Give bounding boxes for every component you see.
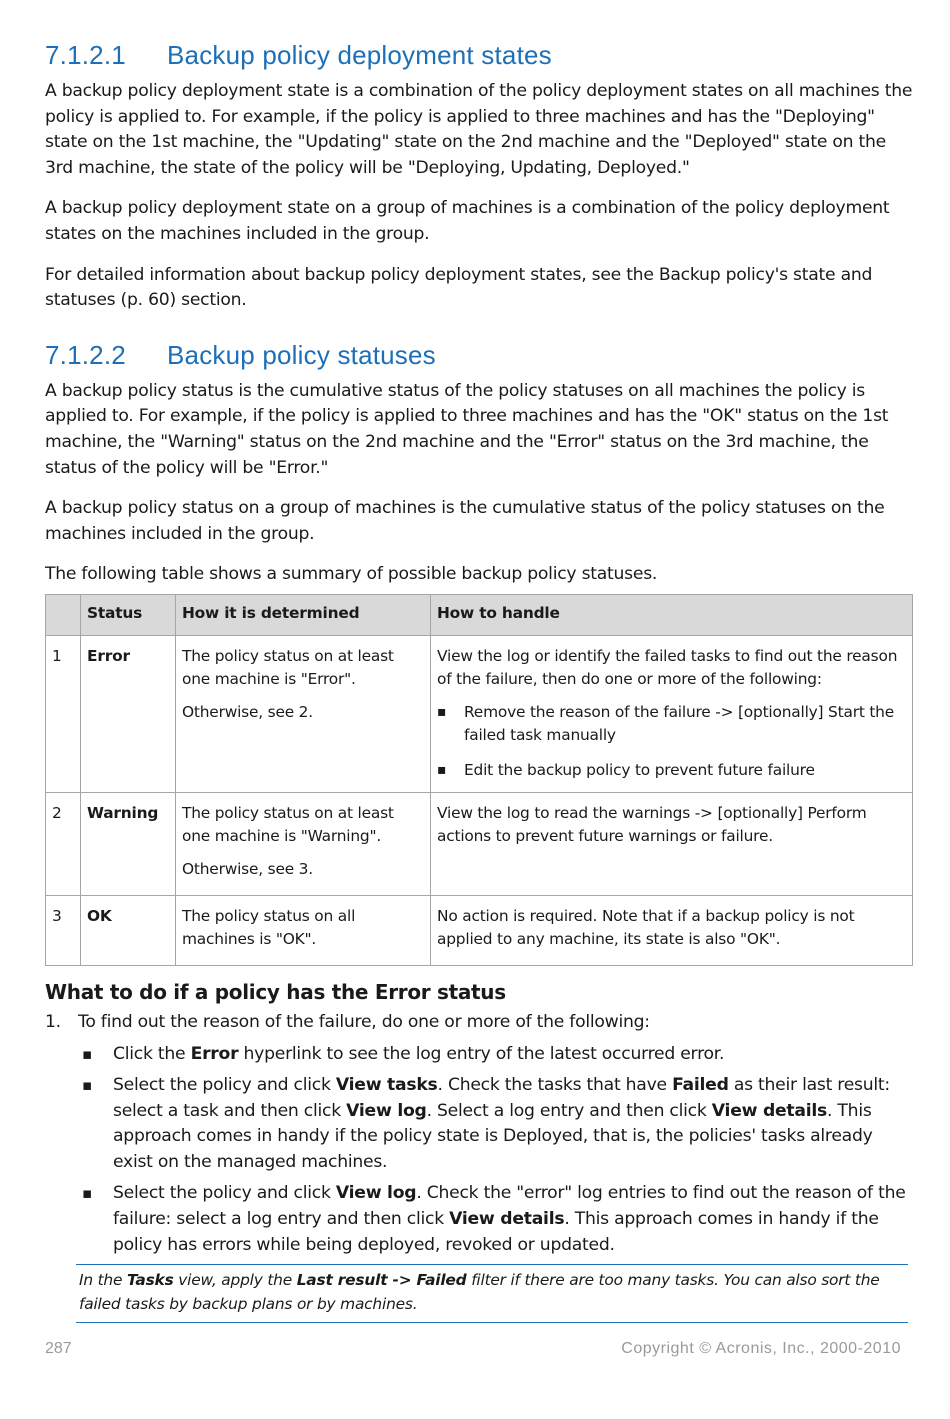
list-item: ▪ Select the policy and click View log. Check the "error" log entries to find out the reason of the failure: select a log entry and then click View details. This approach comes in handy if the policy has errors while being deployed, revoked or updated.: [113, 1181, 913, 1258]
determined-cell: [176, 635, 431, 792]
paragraph: The following table shows a summary of possible backup policy statuses.: [45, 564, 658, 585]
column-header: [46, 594, 81, 635]
handle-cell: [431, 895, 913, 965]
emphasis-text: View details: [449, 1209, 565, 1230]
numbered-step: [45, 1010, 913, 1036]
bullet-list: [45, 1042, 913, 1259]
handle-text: View the log or identify the failed tasks to find out the reason of the failure, then do one or more of the following:: [437, 646, 898, 688]
status-label: Error: [87, 646, 130, 665]
list-item: ▪ Click the Error hyperlink to see the log entry of the latest occurred error.: [113, 1042, 913, 1068]
determined-text: The policy status on at least one machine is "Error".: [182, 646, 394, 688]
step-text: To find out the reason of the failure, do one or more of the following:: [78, 1011, 650, 1032]
determined-text: The policy status on all machines is "OK".: [182, 906, 356, 948]
table-row: [46, 895, 913, 965]
document-page: [45, 40, 913, 1323]
table-header-row: [46, 594, 913, 635]
section-heading-deployment-states: [45, 40, 913, 71]
section-heading-policy-statuses: [45, 340, 913, 371]
paragraph: A backup policy status on a group of machines is the cumulative status of the policy statuses on the machines included in the group.: [45, 498, 885, 544]
emphasis-text: View log: [335, 1183, 417, 1204]
subheading-error-status: What to do if a policy has the Error status: [45, 979, 506, 1004]
paragraph: For detailed information about backup policy deployment states, see the Backup policy's state and statuses (p. 60) section.: [45, 264, 873, 311]
list-item: ▪ Remove the reason of the failure -> [optionally] Start the failed task manually: [437, 701, 906, 747]
copyright-text: Copyright © Acronis, Inc., 2000-2010: [621, 1340, 901, 1357]
paragraph: A backup policy deployment state is a combination of the policy deployment states on all machines the policy is applied to. For example, if the policy is applied to three machines and has the "Deploying" state on the 1st machine, the "Updating" state on the 2nd machine and the "Deployed" state on the 3rd machine, the state of the policy will be "Deploying, Updating, Deployed.": [45, 81, 913, 178]
page-number: 287: [45, 1340, 72, 1357]
emphasis-text: Tasks: [126, 1271, 174, 1290]
section-title: Backup policy statuses: [167, 339, 436, 370]
list-item: ▪ Edit the backup policy to prevent future failure: [437, 759, 906, 782]
determined-cell: [176, 792, 431, 895]
row-number: 2: [46, 792, 81, 895]
emphasis-text: View log: [346, 1100, 427, 1121]
emphasis-text: View tasks: [335, 1075, 438, 1096]
status-table: [45, 594, 913, 966]
emphasis-text: View details: [711, 1100, 827, 1121]
list-item: ▪ Select the policy and click View tasks. Check the tasks that have Failed as their last result: select a task and then click View log. Select a log entry and then click View details. This approach comes in handy if the policy state is Deployed, that is, the policies' tasks already exist on the managed machines.: [113, 1073, 913, 1175]
emphasis-text: Last result -> Failed: [296, 1271, 467, 1290]
handle-cell: [431, 792, 913, 895]
section-number: 7.1.2.2: [45, 339, 126, 370]
section-number: 7.1.2.1: [45, 40, 126, 70]
table-row: [46, 635, 913, 792]
row-number: 1: [46, 635, 81, 792]
column-header: How it is determined: [176, 594, 431, 635]
status-cell: [81, 792, 176, 895]
paragraph: A backup policy status is the cumulative status of the policy statuses on all machines the policy is applied to. For example, if the policy is applied to three machines and has the "OK" status on the 1st machine, the "Warning" status on the 2nd machine and the "Error" status on the 3rd machine, the status of the policy will be "Error.": [45, 380, 889, 478]
determined-text: Otherwise, see 2.: [182, 702, 313, 721]
column-header: Status: [81, 594, 176, 635]
emphasis-text: Failed: [672, 1075, 729, 1096]
determined-text: The policy status on at least one machine is "Warning".: [182, 803, 394, 845]
emphasis-text: Error: [190, 1043, 239, 1064]
status-label: Warning: [87, 803, 159, 822]
step-number: 1.: [45, 1011, 61, 1032]
column-header: How to handle: [431, 594, 913, 635]
section-title: Backup policy deployment states: [167, 40, 552, 70]
table-row: [46, 792, 913, 895]
handle-cell: [431, 635, 913, 792]
status-cell: [81, 635, 176, 792]
paragraph: A backup policy deployment state on a group of machines is a combination of the policy deployment states on the machines included in the group.: [45, 198, 890, 244]
handle-text: No action is required. Note that if a backup policy is not applied to any machine, its state is also "OK".: [437, 906, 855, 948]
row-number: 3: [46, 895, 81, 965]
note-box: In the Tasks view, apply the Last result -> Failed filter if there are too many tasks. You can also sort the failed tasks by backup plans or by machines.: [76, 1264, 908, 1323]
status-cell: [81, 895, 176, 965]
handle-text: View the log to read the warnings -> [optionally] Perform actions to prevent future warnings or failure.: [437, 803, 867, 845]
determined-cell: [176, 895, 431, 965]
determined-text: Otherwise, see 3.: [182, 859, 313, 878]
handle-list: [437, 701, 906, 782]
status-label: OK: [87, 906, 112, 925]
